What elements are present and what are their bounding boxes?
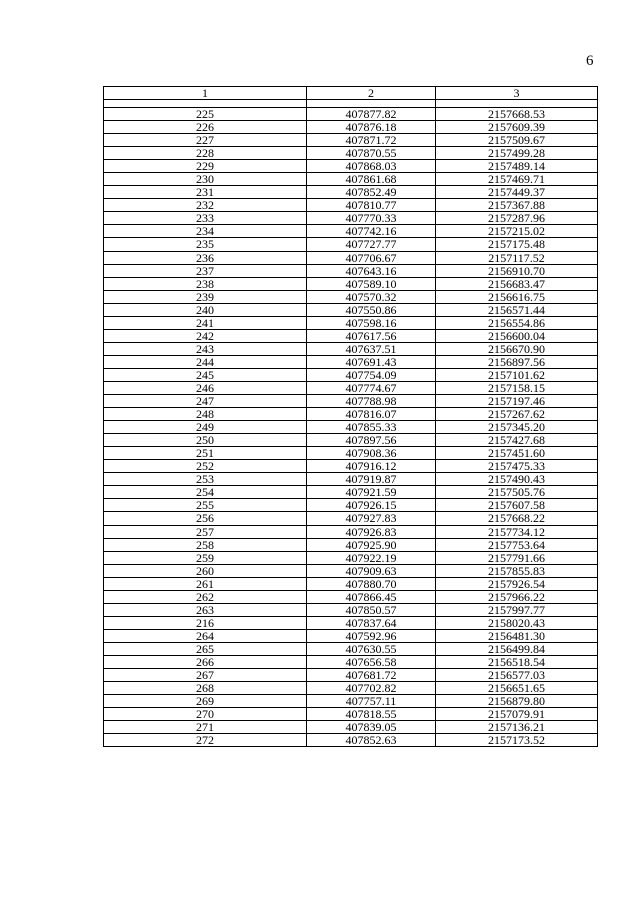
cell-y: 2157136.21 — [436, 721, 598, 734]
cell-y: 2156554.86 — [436, 316, 598, 329]
cell-x: 407855.33 — [307, 421, 436, 434]
table-row — [104, 121, 598, 134]
cell-y: 2157734.12 — [436, 525, 598, 538]
cell-y: 2157215.02 — [436, 225, 598, 238]
cell-point-number: 246 — [104, 381, 307, 394]
cell-point-number: 252 — [104, 460, 307, 473]
cell-point-number: 241 — [104, 316, 307, 329]
table-row — [104, 238, 598, 251]
table-row — [104, 264, 598, 277]
cell-x: 407876.18 — [307, 121, 436, 134]
cell-x: 407850.57 — [307, 603, 436, 616]
column-header-point-number: 1 — [104, 87, 307, 100]
table-row — [104, 655, 598, 668]
cell-point-number: 234 — [104, 225, 307, 238]
cell-y: 2157345.20 — [436, 421, 598, 434]
header-row — [104, 87, 598, 100]
cell-x: 407770.33 — [307, 212, 436, 225]
cell-y: 2157490.43 — [436, 473, 598, 486]
cell-y: 2157367.88 — [436, 199, 598, 212]
header-spacer-row — [104, 100, 598, 108]
cell-point-number: 231 — [104, 186, 307, 199]
cell-y: 2156879.80 — [436, 695, 598, 708]
cell-point-number: 258 — [104, 538, 307, 551]
cell-point-number: 235 — [104, 238, 307, 251]
cell-y: 2157475.33 — [436, 460, 598, 473]
cell-x: 407617.56 — [307, 329, 436, 342]
cell-y: 2158020.43 — [436, 616, 598, 629]
cell-y: 2156499.84 — [436, 642, 598, 655]
cell-point-number: 269 — [104, 695, 307, 708]
table-row — [104, 186, 598, 199]
cell-x: 407656.58 — [307, 655, 436, 668]
cell-point-number: 262 — [104, 590, 307, 603]
table-row — [104, 303, 598, 316]
table-row — [104, 734, 598, 747]
table-row — [104, 342, 598, 355]
table-row — [104, 212, 598, 225]
cell-y: 2157449.37 — [436, 186, 598, 199]
table-row — [104, 629, 598, 642]
table-row — [104, 525, 598, 538]
cell-point-number: 225 — [104, 108, 307, 121]
cell-point-number: 259 — [104, 551, 307, 564]
table-row — [104, 603, 598, 616]
cell-y: 2156910.70 — [436, 264, 598, 277]
cell-point-number: 266 — [104, 655, 307, 668]
table-row — [104, 512, 598, 525]
table-row — [104, 329, 598, 342]
table-row — [104, 108, 598, 121]
cell-x: 407868.03 — [307, 160, 436, 173]
table-row — [104, 408, 598, 421]
cell-x: 407706.67 — [307, 251, 436, 264]
cell-y: 2157197.46 — [436, 395, 598, 408]
cell-y: 2157753.64 — [436, 538, 598, 551]
cell-y: 2157101.62 — [436, 368, 598, 381]
cell-point-number: 228 — [104, 147, 307, 160]
table-row — [104, 616, 598, 629]
cell-point-number: 230 — [104, 173, 307, 186]
cell-x: 407839.05 — [307, 721, 436, 734]
cell-point-number: 236 — [104, 251, 307, 264]
cell-point-number: 260 — [104, 564, 307, 577]
cell-x: 407637.51 — [307, 342, 436, 355]
table-row — [104, 538, 598, 551]
cell-point-number: 253 — [104, 473, 307, 486]
table-row — [104, 642, 598, 655]
spacer-cell — [436, 100, 598, 108]
cell-point-number: 238 — [104, 277, 307, 290]
cell-x: 407908.36 — [307, 447, 436, 460]
cell-point-number: 254 — [104, 486, 307, 499]
cell-y: 2157966.22 — [436, 590, 598, 603]
cell-y: 2157489.14 — [436, 160, 598, 173]
spacer-cell — [104, 100, 307, 108]
cell-x: 407871.72 — [307, 134, 436, 147]
cell-point-number: 227 — [104, 134, 307, 147]
cell-x: 407877.82 — [307, 108, 436, 121]
table-row — [104, 355, 598, 368]
cell-point-number: 242 — [104, 329, 307, 342]
table-row — [104, 564, 598, 577]
cell-point-number: 263 — [104, 603, 307, 616]
table-row — [104, 708, 598, 721]
cell-x: 407754.09 — [307, 368, 436, 381]
cell-x: 407643.16 — [307, 264, 436, 277]
cell-point-number: 248 — [104, 408, 307, 421]
cell-y: 2156897.56 — [436, 355, 598, 368]
cell-point-number: 226 — [104, 121, 307, 134]
cell-point-number: 245 — [104, 368, 307, 381]
cell-y: 2157997.77 — [436, 603, 598, 616]
cell-x: 407788.98 — [307, 395, 436, 408]
table-row — [104, 551, 598, 564]
cell-point-number: 270 — [104, 708, 307, 721]
cell-point-number: 256 — [104, 512, 307, 525]
cell-point-number: 240 — [104, 303, 307, 316]
table-row — [104, 421, 598, 434]
cell-x: 407592.96 — [307, 629, 436, 642]
cell-x: 407870.55 — [307, 147, 436, 160]
cell-y: 2157287.96 — [436, 212, 598, 225]
table-row — [104, 251, 598, 264]
cell-x: 407742.16 — [307, 225, 436, 238]
cell-y: 2157668.22 — [436, 512, 598, 525]
cell-point-number: 249 — [104, 421, 307, 434]
cell-x: 407927.83 — [307, 512, 436, 525]
cell-x: 407691.43 — [307, 355, 436, 368]
cell-y: 2157427.68 — [436, 434, 598, 447]
cell-x: 407816.07 — [307, 408, 436, 421]
cell-y: 2157607.58 — [436, 499, 598, 512]
cell-x: 407852.49 — [307, 186, 436, 199]
cell-x: 407630.55 — [307, 642, 436, 655]
table-row — [104, 669, 598, 682]
cell-point-number: 247 — [104, 395, 307, 408]
cell-point-number: 243 — [104, 342, 307, 355]
table-row — [104, 368, 598, 381]
table-row — [104, 199, 598, 212]
table-body — [104, 108, 598, 747]
cell-point-number: 271 — [104, 721, 307, 734]
table-row — [104, 173, 598, 186]
cell-point-number: 264 — [104, 629, 307, 642]
table-row — [104, 486, 598, 499]
cell-point-number: 237 — [104, 264, 307, 277]
cell-x: 407774.67 — [307, 381, 436, 394]
cell-point-number: 257 — [104, 525, 307, 538]
cell-y: 2156651.65 — [436, 682, 598, 695]
column-header-x: 2 — [307, 87, 436, 100]
cell-point-number: 268 — [104, 682, 307, 695]
cell-x: 407919.87 — [307, 473, 436, 486]
cell-x: 407570.32 — [307, 290, 436, 303]
cell-y: 2157158.15 — [436, 381, 598, 394]
cell-point-number: 272 — [104, 734, 307, 747]
cell-x: 407921.59 — [307, 486, 436, 499]
cell-y: 2157505.76 — [436, 486, 598, 499]
table-row — [104, 460, 598, 473]
cell-y: 2156670.90 — [436, 342, 598, 355]
cell-y: 2157791.66 — [436, 551, 598, 564]
table-row — [104, 473, 598, 486]
cell-x: 407925.90 — [307, 538, 436, 551]
cell-y: 2156600.04 — [436, 329, 598, 342]
table-row — [104, 147, 598, 160]
cell-x: 407852.63 — [307, 734, 436, 747]
table-row — [104, 290, 598, 303]
coordinates-table — [103, 86, 598, 747]
cell-x: 407837.64 — [307, 616, 436, 629]
cell-y: 2156518.54 — [436, 655, 598, 668]
table-row — [104, 447, 598, 460]
cell-y: 2156571.44 — [436, 303, 598, 316]
cell-x: 407589.10 — [307, 277, 436, 290]
cell-y: 2156616.75 — [436, 290, 598, 303]
column-header-y: 3 — [436, 87, 598, 100]
cell-x: 407550.86 — [307, 303, 436, 316]
table-row — [104, 225, 598, 238]
cell-x: 407598.16 — [307, 316, 436, 329]
cell-y: 2157609.39 — [436, 121, 598, 134]
cell-y: 2157079.91 — [436, 708, 598, 721]
table-row — [104, 499, 598, 512]
cell-y: 2157451.60 — [436, 447, 598, 460]
cell-y: 2157499.28 — [436, 147, 598, 160]
table-row — [104, 695, 598, 708]
cell-x: 407866.45 — [307, 590, 436, 603]
table-row — [104, 316, 598, 329]
cell-x: 407926.83 — [307, 525, 436, 538]
table-header — [104, 87, 598, 108]
cell-y: 2157855.83 — [436, 564, 598, 577]
cell-x: 407702.82 — [307, 682, 436, 695]
table-row — [104, 577, 598, 590]
cell-x: 407926.15 — [307, 499, 436, 512]
page-number: 6 — [586, 53, 594, 69]
cell-x: 407757.11 — [307, 695, 436, 708]
cell-y: 2157175.48 — [436, 238, 598, 251]
cell-x: 407880.70 — [307, 577, 436, 590]
table-row — [104, 160, 598, 173]
cell-y: 2156683.47 — [436, 277, 598, 290]
cell-x: 407681.72 — [307, 669, 436, 682]
cell-point-number: 255 — [104, 499, 307, 512]
table-row — [104, 434, 598, 447]
cell-y: 2156481.30 — [436, 629, 598, 642]
cell-point-number: 265 — [104, 642, 307, 655]
table-row — [104, 590, 598, 603]
cell-y: 2157173.52 — [436, 734, 598, 747]
cell-y: 2157469.71 — [436, 173, 598, 186]
cell-point-number: 244 — [104, 355, 307, 368]
cell-point-number: 232 — [104, 199, 307, 212]
cell-y: 2156577.03 — [436, 669, 598, 682]
cell-point-number: 250 — [104, 434, 307, 447]
cell-x: 407922.19 — [307, 551, 436, 564]
cell-point-number: 239 — [104, 290, 307, 303]
table-row — [104, 134, 598, 147]
cell-point-number: 229 — [104, 160, 307, 173]
cell-point-number: 216 — [104, 616, 307, 629]
cell-x: 407818.55 — [307, 708, 436, 721]
table-row — [104, 721, 598, 734]
cell-point-number: 233 — [104, 212, 307, 225]
cell-x: 407727.77 — [307, 238, 436, 251]
cell-point-number: 251 — [104, 447, 307, 460]
cell-y: 2157509.67 — [436, 134, 598, 147]
cell-point-number: 267 — [104, 669, 307, 682]
cell-y: 2157267.62 — [436, 408, 598, 421]
cell-y: 2157926.54 — [436, 577, 598, 590]
cell-x: 407861.68 — [307, 173, 436, 186]
cell-y: 2157117.52 — [436, 251, 598, 264]
cell-x: 407916.12 — [307, 460, 436, 473]
table-row — [104, 277, 598, 290]
cell-y: 2157668.53 — [436, 108, 598, 121]
cell-x: 407810.77 — [307, 199, 436, 212]
cell-x: 407909.63 — [307, 564, 436, 577]
table-row — [104, 682, 598, 695]
cell-x: 407897.56 — [307, 434, 436, 447]
table-row — [104, 395, 598, 408]
cell-point-number: 261 — [104, 577, 307, 590]
table-row — [104, 381, 598, 394]
spacer-cell — [307, 100, 436, 108]
